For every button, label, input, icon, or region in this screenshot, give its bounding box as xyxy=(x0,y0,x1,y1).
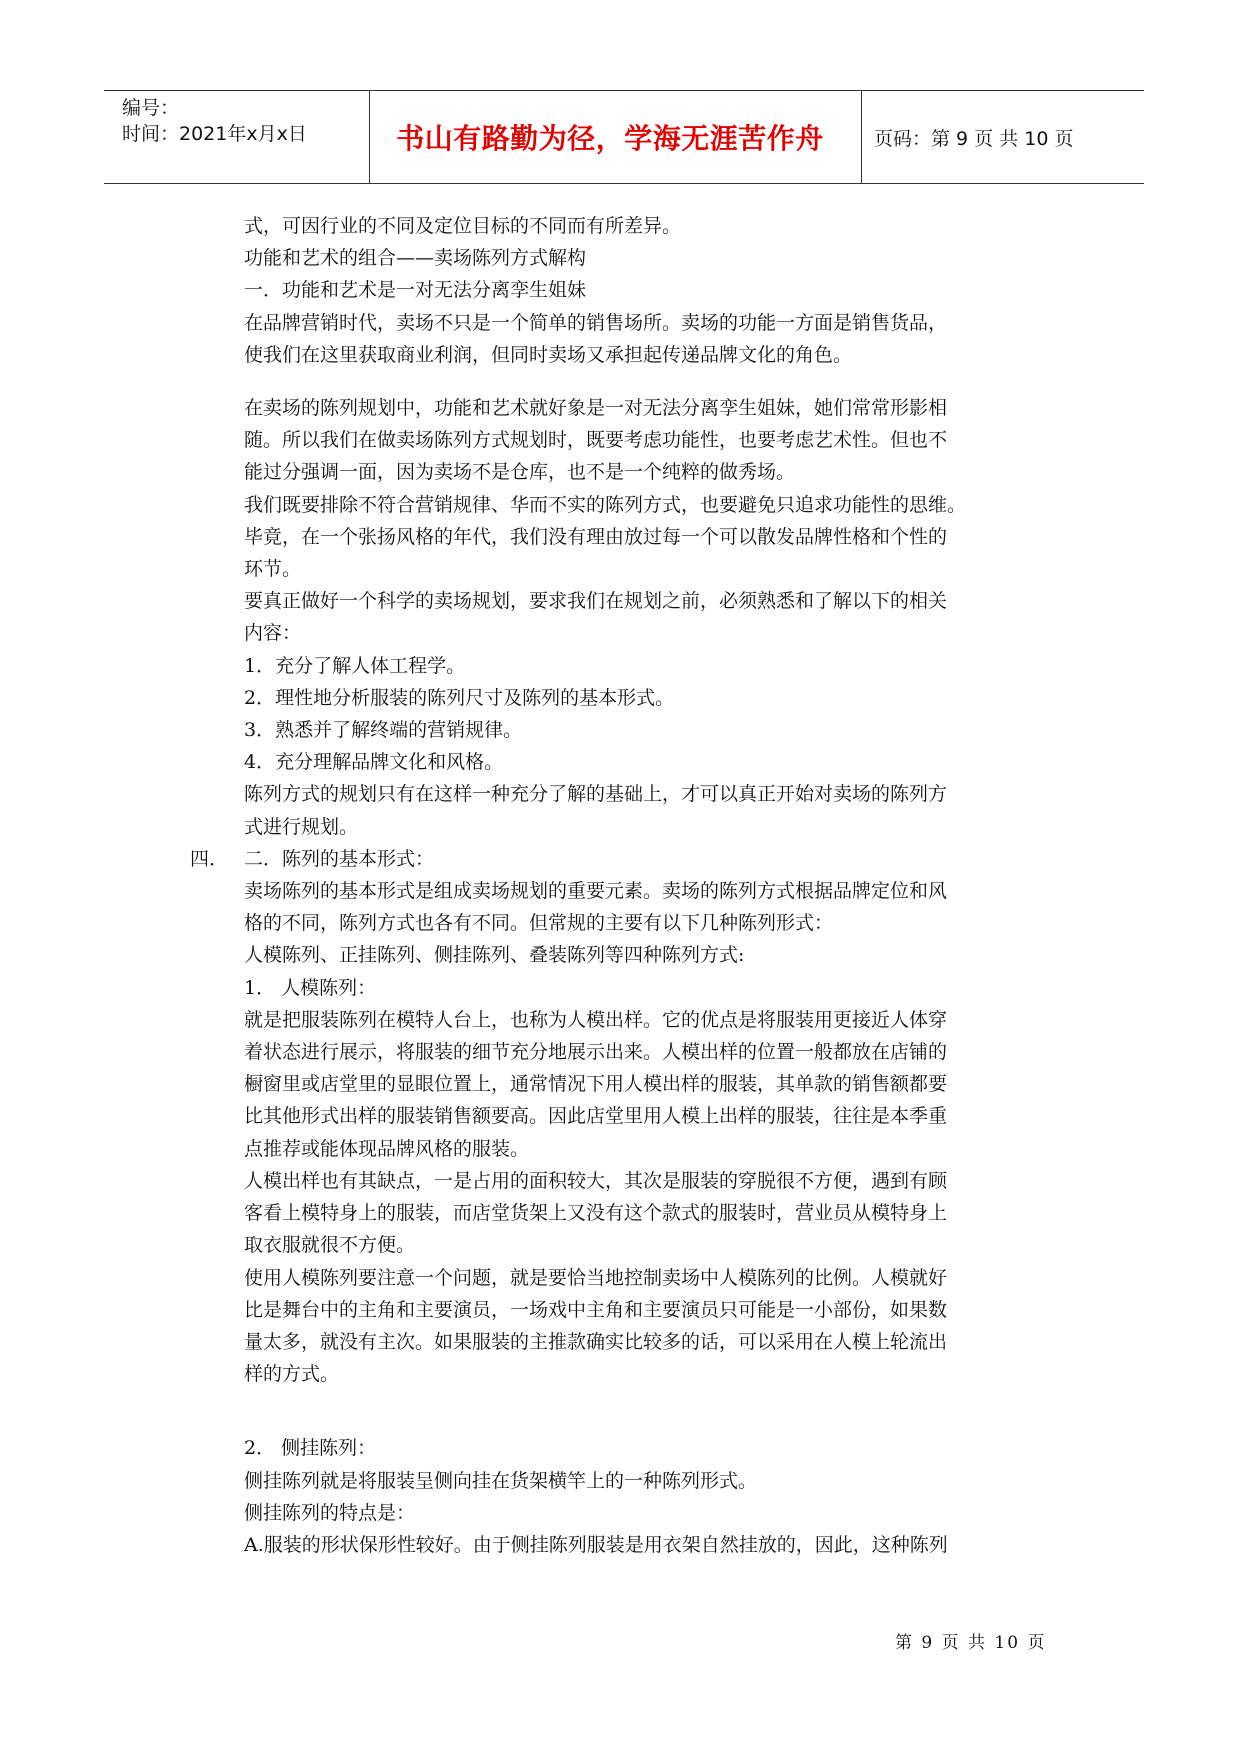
text-line: 格的不同，陈列方式也各有不同。但常规的主要有以下几种陈列形式： xyxy=(244,912,834,935)
text-line: 式进行规划。 xyxy=(244,815,359,838)
text-line: 橱窗里或店堂里的显眼位置上，通常情况下用人模出样的服装，其单款的销售额都要 xyxy=(244,1073,948,1096)
list-item: 2．理性地分析服装的陈列尺寸及陈列的基本形式。 xyxy=(244,686,675,709)
text-line: 量太多，就没有主次。如果服装的主推款确实比较多的话，可以采用在人模上轮流出 xyxy=(244,1330,948,1353)
text-line: 比其他形式出样的服装销售额要高。因此店堂里用人模上出样的服装，往往是本季重 xyxy=(244,1105,948,1128)
page-footer: 第 9 页 共 10 页 xyxy=(895,1633,1047,1653)
text-line: 侧挂陈列就是将服装呈侧向挂在货架横竿上的一种陈列形式。 xyxy=(244,1469,758,1492)
text-line: 比是舞台中的主角和主要演员，一场戏中主角和主要演员只可能是一小部份，如果数 xyxy=(244,1298,948,1321)
header-meta xyxy=(114,91,369,183)
text-line: 样的方式。 xyxy=(244,1363,340,1386)
header-page-info: 页码：第 9 页 共 10 页 xyxy=(874,127,1074,150)
subsection-heading xyxy=(190,843,1064,875)
text-line: 就是把服装陈列在模特人台上，也称为人模出样。它的优点是将服装用更接近人体穿 xyxy=(244,1008,948,1031)
text-line: 毕竟，在一个张扬风格的年代，我们没有理由放过每一个可以散发品牌性格和个性的 xyxy=(244,525,948,548)
text-line: 取衣服就很不方便。 xyxy=(244,1234,416,1257)
header-divider xyxy=(861,91,862,183)
text-line: 能过分强调一面，因为卖场不是仓库，也不是一个纯粹的做秀场。 xyxy=(244,461,796,484)
document-time-label: 时间：2021年x月x日 xyxy=(122,123,307,145)
header-motto: 书山有路勤为径，学海无涯苦作舟 xyxy=(396,122,824,155)
text-line: 内容： xyxy=(244,622,302,645)
section-number: 四． xyxy=(190,847,229,870)
text-line: 人模出样也有其缺点，一是占用的面积较大，其次是服装的穿脱很不方便，遇到有顾 xyxy=(244,1169,948,1192)
text-line: 式，可因行业的不同及定位目标的不同而有所差异。 xyxy=(244,215,682,237)
page-header xyxy=(104,90,1144,184)
text-line: 陈列方式的规划只有在这样一种充分了解的基础上，才可以真正开始对卖场的陈列方 xyxy=(244,783,948,806)
document-body xyxy=(190,210,1064,1561)
subsection-heading: 一．功能和艺术是一对无法分离孪生姐妹 xyxy=(244,279,587,302)
text-line: 在品牌营销时代，卖场不只是一个简单的销售场所。卖场的功能一方面是销售货品， xyxy=(244,311,948,334)
text-line: 着状态进行展示，将服装的细节充分地展示出来。人模出样的位置一般都放在店铺的 xyxy=(244,1041,948,1064)
heading-text: 二．陈列的基本形式： xyxy=(244,847,435,870)
text-line: 点推荐或能体现品牌风格的服装。 xyxy=(244,1137,530,1160)
text-line: 要真正做好一个科学的卖场规划，要求我们在规划之前，必须熟悉和了解以下的相关 xyxy=(244,590,948,613)
item-heading: 1． 人模陈列： xyxy=(244,976,377,999)
item-heading: 2． 侧挂陈列： xyxy=(244,1437,377,1460)
text-line: 我们既要排除不符合营销规律、华而不实的陈列方式，也要避免只追求功能性的思维。 xyxy=(244,493,967,516)
text-line: 卖场陈列的基本形式是组成卖场规划的重要元素。卖场的陈列方式根据品牌定位和风 xyxy=(244,880,948,903)
list-item: 1．充分了解人体工程学。 xyxy=(244,654,466,677)
section-heading: 功能和艺术的组合——卖场陈列方式解构 xyxy=(244,247,587,270)
text-line: 侧挂陈列的特点是： xyxy=(244,1501,416,1524)
list-item: 4．充分理解品牌文化和风格。 xyxy=(244,751,504,774)
text-line: 使用人模陈列要注意一个问题，就是要恰当地控制卖场中人模陈列的比例。人模就好 xyxy=(244,1266,948,1289)
list-item: 3．熟悉并了解终端的营销规律。 xyxy=(244,719,523,742)
document-number-label: 编号： xyxy=(122,97,180,119)
text-line: 环节。 xyxy=(244,558,302,581)
text-line: 客看上模特身上的服装，而店堂货架上又没有这个款式的服装时，营业员从模特身上 xyxy=(244,1202,948,1225)
text-line: 随。所以我们在做卖场陈列方式规划时，既要考虑功能性，也要考虑艺术性。但也不 xyxy=(244,429,948,452)
text-line: 人模陈列、正挂陈列、侧挂陈列、叠装陈列等四种陈列方式: xyxy=(244,944,745,967)
text-line: A.服装的形状保形性较好。由于侧挂陈列服装是用衣架自然挂放的，因此，这种陈列 xyxy=(244,1533,948,1556)
text-line: 使我们在这里获取商业利润，但同时卖场又承担起传递品牌文化的角色。 xyxy=(244,343,853,366)
text-line: 在卖场的陈列规划中，功能和艺术就好象是一对无法分离孪生姐妹，她们常常形影相 xyxy=(244,397,948,420)
